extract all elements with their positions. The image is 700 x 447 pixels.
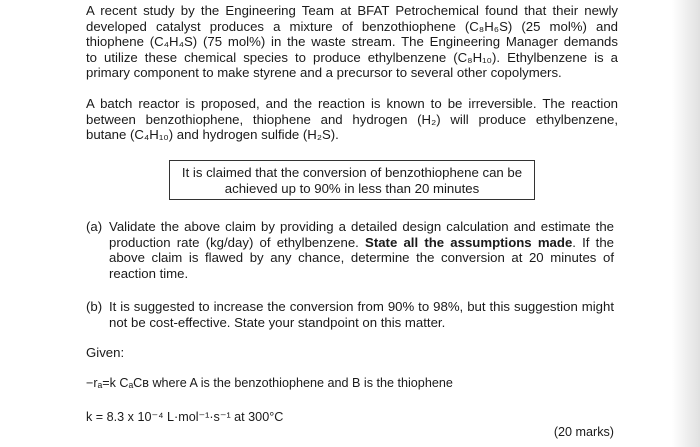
question-line: Validate the above claim by providing a detailed design calculation and estimate the	[109, 219, 614, 234]
reactor-line: between benzothiophene, thiophene and hydrogen (H₂) will produce ethylbenzene,	[86, 111, 618, 127]
question-line: above claim is flawed by any chance, determine the conversion at 20 minutes of	[109, 250, 614, 266]
question-line: reaction time.	[109, 265, 189, 281]
reactor-line: A batch reactor is proposed, and the reaction is known to be irreversible. The reaction	[86, 96, 618, 111]
reactor-line: butane (C₄H₁₀) and hydrogen sulfide (H₂S).	[86, 127, 339, 143]
assumptions-emphasis: State all the assumptions made	[365, 234, 573, 250]
claim-line: It is claimed that the conversion of benzothiophene can be	[181, 165, 523, 180]
given-label: Given:	[86, 345, 125, 360]
intro-line: thiophene (C₄H₄S) (75 mol%) in the waste stream. The Engineering Manager demands	[86, 34, 618, 50]
rate-constant: k = 8.3 x 10⁻⁴ L·mol⁻¹·s⁻¹ at 300°C	[86, 410, 284, 424]
question-a-tag: (a)	[86, 219, 103, 234]
marks-label: (20 marks)	[553, 425, 614, 439]
question-text: . If the	[572, 234, 614, 250]
rate-law	[86, 376, 453, 390]
rate-description: where A is the benzothiophene and B is the thiophene	[148, 376, 453, 390]
claim-box	[169, 160, 535, 200]
page-edge-shadow	[672, 0, 700, 447]
intro-line: A recent study by the Engineering Team at BFAT Petrochemical found that their newly	[86, 3, 618, 18]
intro-line: developed catalyst produces a mixture of benzothiophene (C₈H₆S) (25 mol%) and	[86, 18, 618, 34]
reactor-paragraph	[86, 96, 618, 143]
question-text: production rate (kg/day) of ethylbenzene.	[109, 234, 366, 250]
question-a-body	[109, 219, 614, 281]
question-b-body	[109, 299, 614, 330]
intro-line: to utilize these chemical species to produce ethylbenzene (C₈H₁₀). Ethylbenzene is a	[86, 49, 618, 65]
question-line	[109, 235, 614, 251]
claim-line: achieved up to 90% in less than 20 minutes	[224, 180, 480, 196]
rate-equation: −rₐ=k CₐCʙ	[86, 376, 149, 390]
intro-line: primary component to make styrene and a precursor to several other copolymers.	[86, 65, 562, 81]
question-b-tag: (b)	[86, 299, 103, 314]
intro-paragraph	[86, 3, 618, 81]
question-line: It is suggested to increase the conversion from 90% to 98%, but this suggestion might	[109, 299, 614, 314]
question-line: not be cost-effective. State your standpoint on this matter.	[109, 314, 446, 330]
